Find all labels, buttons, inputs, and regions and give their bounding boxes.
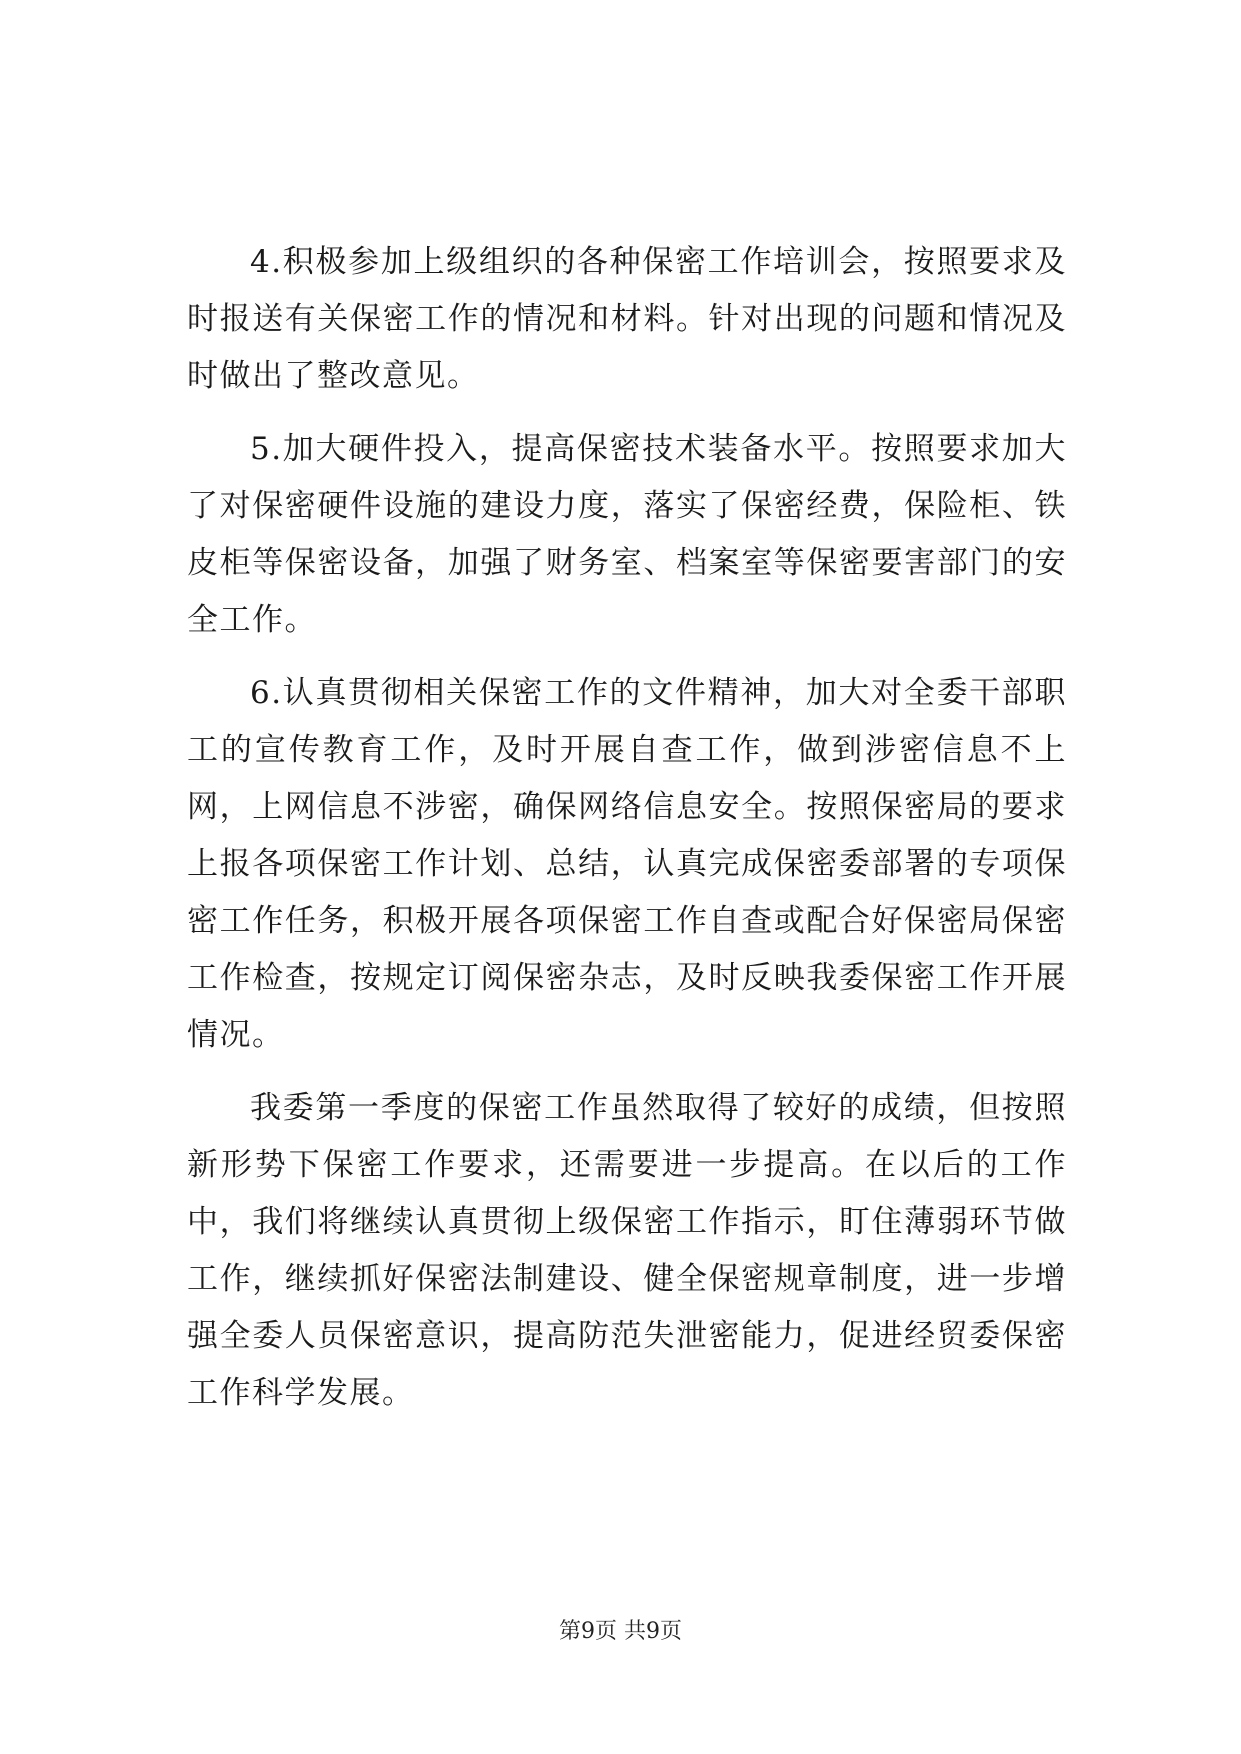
paragraph-item-5: 5.加大硬件投入，提高保密技术装备水平。按照要求加大了对保密硬件设施的建设力度，落实了保密经费，保险柜、铁皮柜等保密设备，加强了财务室、档案室等保密要害部门的安全工作。 <box>187 431 1067 638</box>
page-number-footer: 第9页 共9页 <box>559 1619 682 1644</box>
document-body <box>187 234 1067 1438</box>
paragraph-item-6: 6.认真贯彻相关保密工作的文件精神，加大对全委干部职工的宣传教育工作，及时开展自查工作，做到涉密信息不上网，上网信息不涉密，确保网络信息安全。按照保密局的要求上报各项保密工作计划、总结，认真完成保密委部署的专项保密工作任务，积极开展各项保密工作自查或配合好保密局保密工作检查，按规定订阅保密杂志，及时反映我委保密工作开展情况。 <box>187 675 1067 1053</box>
paragraph-conclusion: 我委第一季度的保密工作虽然取得了较好的成绩，但按照新形势下保密工作要求，还需要进一步提高。在以后的工作中，我们将继续认真贯彻上级保密工作指示，盯住薄弱环节做工作，继续抓好保密法制建设、健全保密规章制度，进一步增强全委人员保密意识，提高防范失泄密能力，促进经贸委保密工作科学发展。 <box>187 1090 1067 1411</box>
paragraph-item-4: 4.积极参加上级组织的各种保密工作培训会，按照要求及时报送有关保密工作的情况和材料。针对出现的问题和情况及时做出了整改意见。 <box>187 244 1067 394</box>
